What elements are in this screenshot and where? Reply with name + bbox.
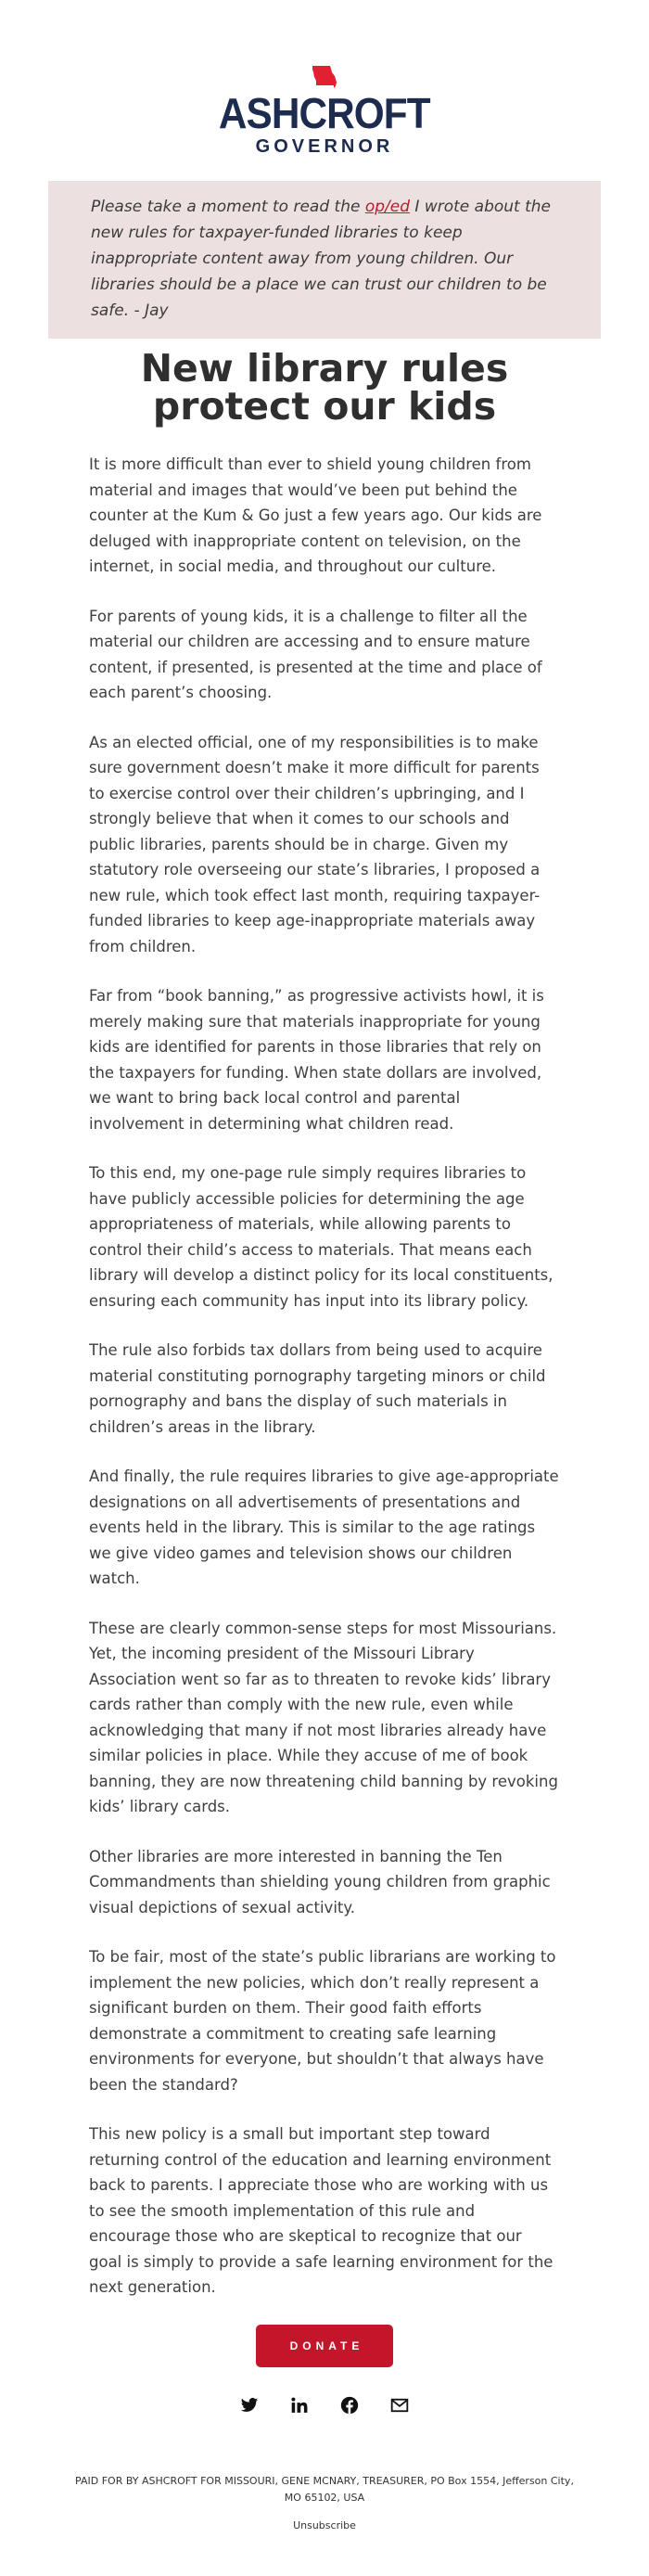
- facebook-icon[interactable]: [339, 2395, 360, 2416]
- paragraph: Other libraries are more interested in banning the Ten Commandments than shielding young children from graphic visual depictions of sexual activity.: [89, 1847, 551, 1916]
- logo-name: ASHCROFT: [219, 89, 430, 137]
- paragraph: It is more difficult than ever to shield young children from material and images that would’ve been put behind the counter at the Kum & Go just a few years ago. Our kids are deluged with inappropriate content on television, on the internet, in social media, and throughout our culture.: [89, 455, 542, 575]
- paragraph: These are clearly common-sense steps for most Missourians. Yet, the incoming president of the Missouri Library Association went so far as to threaten to revoke kids’ library cards rather than comply with the new rule, even while acknowledging that many if not most libraries already have similar policies in place. While they accuse of me of book banning, they are now threatening child banning by revoking kids’ library cards.: [89, 1619, 558, 1815]
- paragraph: To this end, my one-page rule simply requires libraries to have publicly accessible policies for determining the age appropriateness of materials, while allowing parents to control their child’s access to materials. That means each library will develop a distinct policy for its local constituents, ensuring each community has input into its library policy.: [89, 1164, 554, 1310]
- donate-section: [0, 2325, 649, 2367]
- article-body: [0, 452, 649, 2300]
- paragraph: For parents of young kids, it is a challenge to filter all the material our children are accessing and to ensure mature content, if presented, is presented at the time and place of each parent’s choosing.: [89, 607, 542, 701]
- intro-text-after: I wrote about the new rules for taxpayer-funded libraries to keep inappropriate content away from young children. Our libraries should be a place we can trust our children to be safe. - Jay: [91, 198, 552, 320]
- paragraph: As an elected official, one of my responsibilities is to make sure government doesn’t make it more difficult for parents to exercise control over their children’s upbringing, and I strongly believe that when it comes to our schools and public libraries, parents should be in charge. Given my statutory role overseeing our state’s libraries, I proposed a new rule, which took effect last month, requiring taxpayer-funded libraries to keep age-inappropriate materials away from children.: [89, 733, 541, 955]
- paragraph: To be fair, most of the state’s public librarians are working to implement the new policies, which don’t really represent a significant burden on them. Their good faith efforts demonstrate a commitment to creating safe learning environments for everyone, but shouldn’t that always have been the standard?: [89, 1948, 556, 2094]
- paragraph: The rule also forbids tax dollars from being used to acquire material constituting pornography targeting minors or child pornography and bans the display of such materials in children’s areas in the library.: [89, 1341, 546, 1436]
- twitter-icon[interactable]: [239, 2395, 260, 2416]
- email-icon[interactable]: [389, 2395, 410, 2416]
- unsubscribe-link[interactable]: Unsubscribe: [293, 2518, 356, 2531]
- intro-note: [48, 181, 601, 339]
- social-links: [0, 2395, 649, 2416]
- campaign-logo: [0, 0, 649, 181]
- paid-for-disclaimer: PAID FOR BY ASHCROFT FOR MISSOURI, GENE MCNARY, TREASURER, PO Box 1554, Jefferson City, MO 65102, USA: [75, 2474, 574, 2504]
- headline: New library rules protect our kids: [140, 346, 509, 429]
- missouri-state-icon: [311, 65, 338, 89]
- paragraph: And finally, the rule requires libraries to give age-appropriate designations on all advertisements of presentations and events held in the library. This is similar to the age ratings we give video games and television shows our children watch.: [89, 1467, 559, 1587]
- intro-text-before: Please take a moment to read the: [91, 198, 365, 216]
- donate-button[interactable]: DONATE: [256, 2325, 393, 2367]
- op-ed-link[interactable]: op/ed: [364, 198, 411, 216]
- paragraph: Far from “book banning,” as progressive activists howl, it is merely making sure that materials inappropriate for young kids are identified for parents in those libraries that rely on the taxpayers for funding. When state dollars are involved, we want to bring back local control and parental involvement in determining what children read.: [89, 987, 544, 1133]
- linkedin-icon[interactable]: [289, 2395, 310, 2416]
- paragraph: This new policy is a small but important step toward returning control of the education and learning environment back to parents. I appreciate those who are working with us to see the smooth implementation of this rule and encourage those who are skeptical to recognize that our goal is simply to provide a safe learning environment for the next generation.: [89, 2125, 554, 2296]
- logo-subtitle: GOVERNOR: [255, 136, 394, 157]
